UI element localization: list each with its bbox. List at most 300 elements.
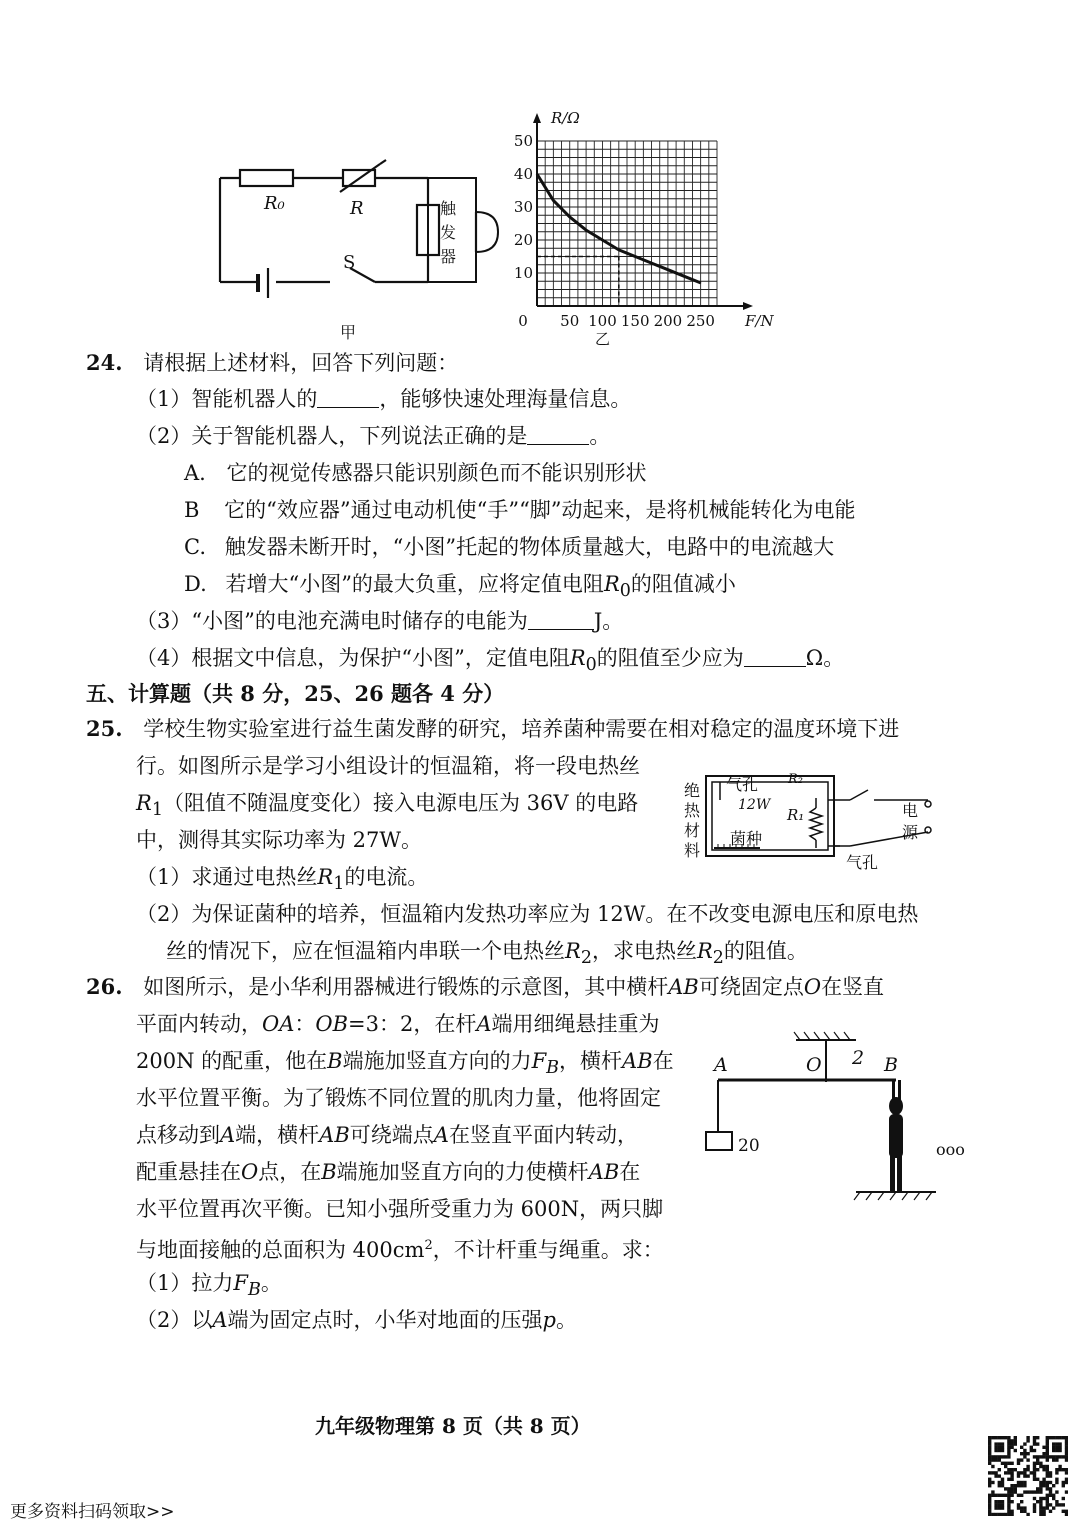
data-point [553,200,554,201]
qr-module [1001,1478,1004,1481]
qr-module [1039,1481,1042,1484]
q24-part2-blank[interactable] [527,422,589,445]
q26-part1-sub: B [247,1280,261,1301]
qr-module [994,1449,997,1452]
qr-module [1017,1481,1020,1484]
qr-module [1058,1446,1061,1449]
qr-module [1023,1442,1026,1445]
qr-module [1046,1484,1049,1487]
qr-module [1014,1490,1017,1493]
qr-module [1023,1510,1026,1513]
qr-module [1055,1455,1058,1458]
q24-option-d-sub: 0 [619,581,631,602]
qr-module [1004,1436,1007,1439]
qr-module [998,1500,1001,1503]
qr-module [1026,1468,1029,1471]
qr-module [1065,1513,1068,1516]
qr-module [1065,1442,1068,1445]
qr-module [1017,1462,1020,1465]
qr-module [1023,1474,1026,1477]
qr-module [1042,1506,1045,1509]
qr-module [1065,1458,1068,1461]
q25-part1-prefix: （1）求通过电热丝 [136,865,318,889]
qr-module [1010,1510,1013,1513]
qr-module [1033,1436,1036,1439]
q26-line-6 [136,1157,640,1187]
qr-module [1014,1439,1017,1442]
circuit-label-s: S [343,252,356,273]
qr-module [1036,1442,1039,1445]
q26-part2-prefix: （2）以 [136,1308,213,1332]
qr-module [1042,1455,1045,1458]
qr-module [1052,1442,1055,1445]
qr-module [1049,1455,1052,1458]
qr-module [1001,1442,1004,1445]
q26-text-3b: 端施加竖直方向的力 [342,1049,532,1073]
qr-module [1046,1452,1049,1455]
qr-module [1052,1455,1055,1458]
q25-text-3: （阻值不随温度变化）接入电源电压为 36V 的电路 [162,791,639,815]
data-point [536,173,537,174]
qr-module [1036,1487,1039,1490]
qr-module [1001,1500,1004,1503]
qr-module [1065,1490,1068,1493]
q26-text-5a: 点移动到 [136,1123,220,1147]
qr-module [998,1449,1001,1452]
qr-module [1049,1474,1052,1477]
q26-text-2a: 平面内转动， [136,1012,262,1036]
qr-module [1023,1490,1026,1493]
qr-module [991,1471,994,1474]
qr-module [1062,1481,1065,1484]
q24-part4-blank[interactable] [744,644,806,667]
qr-code[interactable] [988,1436,1068,1516]
qr-module [988,1436,991,1439]
q26-text-3c: ，横杆 [559,1049,623,1073]
qr-module [998,1455,1001,1458]
qr-module [1065,1510,1068,1513]
lever-label-a: A [714,1054,728,1076]
qr-module [994,1500,997,1503]
q25-part1-suffix: 的电流。 [344,865,429,889]
qr-module [1046,1506,1049,1509]
q25-line-1 [86,714,899,744]
q24-option-d-label: D. [184,572,207,596]
q25-part2-sub2: 2 [712,948,724,969]
qr-module [1055,1436,1058,1439]
q24-part3 [136,606,623,636]
qr-module [1039,1497,1042,1500]
qr-module [1062,1503,1065,1506]
qr-module [1014,1487,1017,1490]
lever-label-o: O [806,1054,822,1076]
qr-module [1004,1462,1007,1465]
qr-module [988,1446,991,1449]
q24-option-c-text: 触发器未断开时，“小图”托起的物体质量越大，电路中的电流越大 [224,535,835,559]
circuit-label-r0: R₀ [264,193,285,214]
qr-module [1039,1462,1042,1465]
qr-module [1007,1442,1010,1445]
q25-part2-line-1: （2）为保证菌种的培养，恒温箱内发热功率应为 12W。在不改变电源电压和原电热 [136,902,919,926]
q25-part2-var2: R [696,939,713,963]
qr-module [1062,1497,1065,1500]
qr-module [994,1436,997,1439]
q24-option-d-text-a: 若增大“小图”的最大负重，应将定值电阻 [225,572,604,596]
qr-module [1020,1500,1023,1503]
q25-part2-line-2 [166,936,808,973]
qr-module [1007,1490,1010,1493]
qr-module [1014,1484,1017,1487]
qr-module [1046,1439,1049,1442]
qr-module [1023,1481,1026,1484]
q25-part2-var: R [565,939,581,963]
qr-module [1046,1436,1049,1439]
qr-module [1010,1442,1013,1445]
qr-module [988,1506,991,1509]
x-tick-label: 0 [518,312,528,330]
qr-module [1058,1465,1061,1468]
q26-text-5d: 在竖直平面内转动， [448,1123,638,1147]
q26-a-2: A [476,1012,492,1036]
q26-text-6c: 端施加竖直方向的力使横杆 [336,1160,589,1184]
chart-caption: 乙 [594,330,610,348]
qr-module [1046,1458,1049,1461]
incubator-insulation-char-3: 材 [684,821,701,840]
qr-module [1007,1455,1010,1458]
incubator-power-label: 12W [738,797,771,813]
qr-module [998,1503,1001,1506]
qr-module [1046,1500,1049,1503]
q26-text-6a: 配重悬挂在 [136,1160,241,1184]
circuit-label-r: R [350,198,364,219]
qr-module [988,1503,991,1506]
qr-module [1026,1465,1029,1468]
x-tick-label: 150 [620,312,650,330]
qr-module [1004,1465,1007,1468]
q24-part3-suffix: J。 [593,609,624,633]
q26-part2 [136,1305,577,1335]
qr-module [994,1458,997,1461]
qr-module [1049,1490,1052,1493]
qr-module [1026,1439,1029,1442]
qr-module [1026,1490,1029,1493]
q26-ab-5: AB [319,1123,350,1147]
qr-module [994,1471,997,1474]
qr-module [1026,1513,1029,1516]
qr-module [1030,1446,1033,1449]
q26-oa: OA [262,1012,295,1036]
qr-module [988,1500,991,1503]
q25-part1 [136,862,428,899]
circuit-diagram [200,150,520,350]
qr-module [1020,1452,1023,1455]
qr-module [1026,1436,1029,1439]
qr-module [998,1468,1001,1471]
qr-module [1055,1458,1058,1461]
qr-module [1049,1436,1052,1439]
q24-part3-blank[interactable] [528,607,594,630]
q24-option-d-text-b: 的阻值减小 [630,572,736,596]
qr-module [1055,1500,1058,1503]
qr-module [1033,1442,1036,1445]
qr-module [988,1455,991,1458]
qr-module [1046,1471,1049,1474]
q24-part1-suffix: ，能够快速处理海量信息。 [379,387,632,411]
qr-module [1014,1436,1017,1439]
qr-module [994,1494,997,1497]
incubator-r1-label: R₁ [787,806,805,824]
y-tick-label: 40 [513,165,533,183]
qr-module [1001,1484,1004,1487]
q25-part1-var: R [317,865,334,889]
q26-ab-1: AB [668,975,699,999]
q24-option-a-label: A. [184,461,206,485]
q26-cm2-sup: 2 [424,1238,433,1253]
qr-module [1010,1474,1013,1477]
x-tick-label: 100 [588,312,617,330]
qr-module [1052,1449,1055,1452]
qr-module [1049,1481,1052,1484]
qr-module [1010,1513,1013,1516]
qr-module [994,1503,997,1506]
qr-module [1046,1474,1049,1477]
qr-module [1065,1478,1068,1481]
q24-part3-prefix: （3）“小图”的电池充满电时储存的电能为 [136,609,528,633]
qr-module [1007,1487,1010,1490]
q25-r1-var: R [136,791,152,815]
qr-module [1039,1455,1042,1458]
qr-module [1033,1455,1036,1458]
qr-module [1023,1468,1026,1471]
qr-module [1033,1468,1036,1471]
qr-module [994,1474,997,1477]
qr-module [1046,1487,1049,1490]
qr-module [1007,1449,1010,1452]
qr-module [1004,1471,1007,1474]
qr-module [1010,1439,1013,1442]
qr-module [988,1452,991,1455]
qr-module [1001,1462,1004,1465]
qr-module [1065,1452,1068,1455]
qr-module [1042,1481,1045,1484]
qr-module [1046,1446,1049,1449]
q26-ab-6: AB [588,1160,620,1184]
qr-module [1046,1503,1049,1506]
qr-module [1039,1503,1042,1506]
qr-module [991,1458,994,1461]
q26-line-4: 水平位置平衡。为了锻炼不同位置的肌肉力量，他将固定 [136,1086,661,1110]
q26-text-8b: ，不计杆重与绳重。求： [432,1238,664,1262]
q24-option-a-text: 它的视觉传感器只能识别颜色而不能识别形状 [226,461,647,485]
qr-module [1033,1471,1036,1474]
qr-module [1020,1484,1023,1487]
q26-text-1a: 如图所示，是小华利用器械进行锻炼的示意图，其中横杆 [143,975,669,999]
qr-module [1055,1442,1058,1445]
q25-r1-sub: 1 [151,800,163,821]
q26-part2-var: A [212,1308,228,1332]
qr-module [1055,1446,1058,1449]
qr-module [1001,1449,1004,1452]
incubator-r2-label: R₂ [788,772,803,787]
lever-label-b: B [884,1054,898,1076]
qr-module [1062,1455,1065,1458]
qr-module [1058,1436,1061,1439]
qr-module [1039,1510,1042,1513]
qr-module [1017,1484,1020,1487]
qr-module [1014,1442,1017,1445]
incubator-power-source-char-2: 源 [902,823,919,842]
qr-module [1014,1468,1017,1471]
qr-module [998,1513,1001,1516]
qr-module [1020,1471,1023,1474]
qr-module [988,1484,991,1487]
q26-part1-suffix: 。 [260,1271,282,1295]
qr-module [1010,1446,1013,1449]
qr-module [1026,1458,1029,1461]
qr-module [1010,1490,1013,1493]
qr-module [1062,1468,1065,1471]
qr-module [1023,1471,1026,1474]
q26-f-sub-3: B [546,1058,560,1079]
qr-module [998,1436,1001,1439]
qr-module [1042,1497,1045,1500]
qr-module [1042,1484,1045,1487]
qr-module [1046,1442,1049,1445]
qr-module [1030,1490,1033,1493]
qr-module [1058,1442,1061,1445]
y-tick-label: 30 [513,198,533,216]
qr-module [1065,1471,1068,1474]
circuit-caption: 甲 [340,323,357,342]
qr-module [1062,1436,1065,1439]
qr-module [998,1446,1001,1449]
qr-module [1049,1487,1052,1490]
q24-part1 [136,384,631,414]
qr-module [1036,1455,1039,1458]
qr-module [1017,1474,1020,1477]
q25-part2-sub: 2 [580,948,592,969]
q24-part1-blank[interactable] [317,385,379,408]
qr-module [1042,1510,1045,1513]
q24-option-b-label: B [184,498,200,522]
qr-module [1065,1439,1068,1442]
qr-module [988,1513,991,1516]
qr-module [988,1449,991,1452]
chart-grid [537,141,717,306]
qr-module [988,1442,991,1445]
q26-text-5c: 可绕端点 [349,1123,434,1147]
q26-part2-p: p [542,1308,556,1332]
qr-module [1033,1449,1036,1452]
qr-module [1017,1471,1020,1474]
qr-module [991,1481,994,1484]
qr-module [991,1455,994,1458]
qr-module [994,1506,997,1509]
q26-part1-f: F [233,1271,248,1295]
q24-part4-sub: 0 [585,655,597,676]
q26-line-7: 水平位置再次平衡。已知小强所受重力为 600N，两只脚 [136,1197,664,1221]
q24-part4-var: R [569,646,586,670]
qr-module [1046,1468,1049,1471]
qr-module [1042,1468,1045,1471]
qr-module [998,1494,1001,1497]
q25-part2-text-b: ，求电热丝 [591,939,697,963]
r-f-graph [505,108,795,348]
qr-module [1042,1478,1045,1481]
qr-module [1010,1484,1013,1487]
q24-part2-suffix: 。 [589,424,611,448]
qr-module [1023,1455,1026,1458]
q24-part2-prefix: （2）关于智能机器人，下列说法正确的是 [136,424,528,448]
qr-module [1017,1458,1020,1461]
qr-module [1033,1462,1036,1465]
data-point [635,256,636,257]
lever-label-2: 2 [852,1047,865,1069]
qr-module [988,1497,991,1500]
qr-module [1036,1500,1039,1503]
qr-module [1017,1494,1020,1497]
circuit-trigger-char-1: 触 [440,199,457,218]
qr-module [1033,1439,1036,1442]
qr-module [1039,1487,1042,1490]
promo-text[interactable]: 更多资料扫码领取>> [10,1502,175,1522]
q26-text-1c: 在竖直 [821,975,885,999]
qr-module [991,1494,994,1497]
qr-module [1001,1506,1004,1509]
qr-module [1001,1436,1004,1439]
qr-module [1007,1500,1010,1503]
qr-module [1039,1500,1042,1503]
q26-text-2d: 端用细绳悬挂重为 [491,1012,660,1036]
qr-module [1049,1471,1052,1474]
qr-module [1004,1494,1007,1497]
y-tick-label: 20 [513,231,533,249]
qr-module [994,1455,997,1458]
qr-module [1036,1478,1039,1481]
qr-module [1001,1503,1004,1506]
qr-module [1052,1494,1055,1497]
qr-module [1010,1471,1013,1474]
q24-option-c-label: C. [184,535,206,559]
q26-text-5b: 端，横杆 [235,1123,320,1147]
qr-module [1007,1513,1010,1516]
qr-module [1020,1494,1023,1497]
qr-module [1055,1478,1058,1481]
q26-text-3d: 在 [652,1049,674,1073]
qr-module [1007,1468,1010,1471]
q26-line-5 [136,1120,638,1150]
qr-module [1007,1506,1010,1509]
q24-stem: 请根据上述材料，回答下列问题： [143,351,459,375]
qr-module [1033,1478,1036,1481]
q24-part1-prefix: （1）智能机器人的 [136,387,318,411]
q26-line-3 [136,1046,674,1083]
data-point [684,276,685,277]
q25-part2-text-c: 的阻值。 [723,939,808,963]
q26-o-6: O [241,1160,259,1184]
q24-number: 24. [86,350,123,375]
qr-module [988,1462,991,1465]
qr-module [1007,1462,1010,1465]
qr-module [1036,1458,1039,1461]
qr-module [1020,1458,1023,1461]
section-5-title: 五、计算题（共 8 分，25、26 题各 4 分） [86,681,505,706]
qr-module [1055,1481,1058,1484]
qr-module [1065,1449,1068,1452]
qr-module [1039,1506,1042,1509]
q25-part2-text-a: 丝的情况下，应在恒温箱内串联一个电热丝 [166,939,565,963]
qr-module [994,1513,997,1516]
